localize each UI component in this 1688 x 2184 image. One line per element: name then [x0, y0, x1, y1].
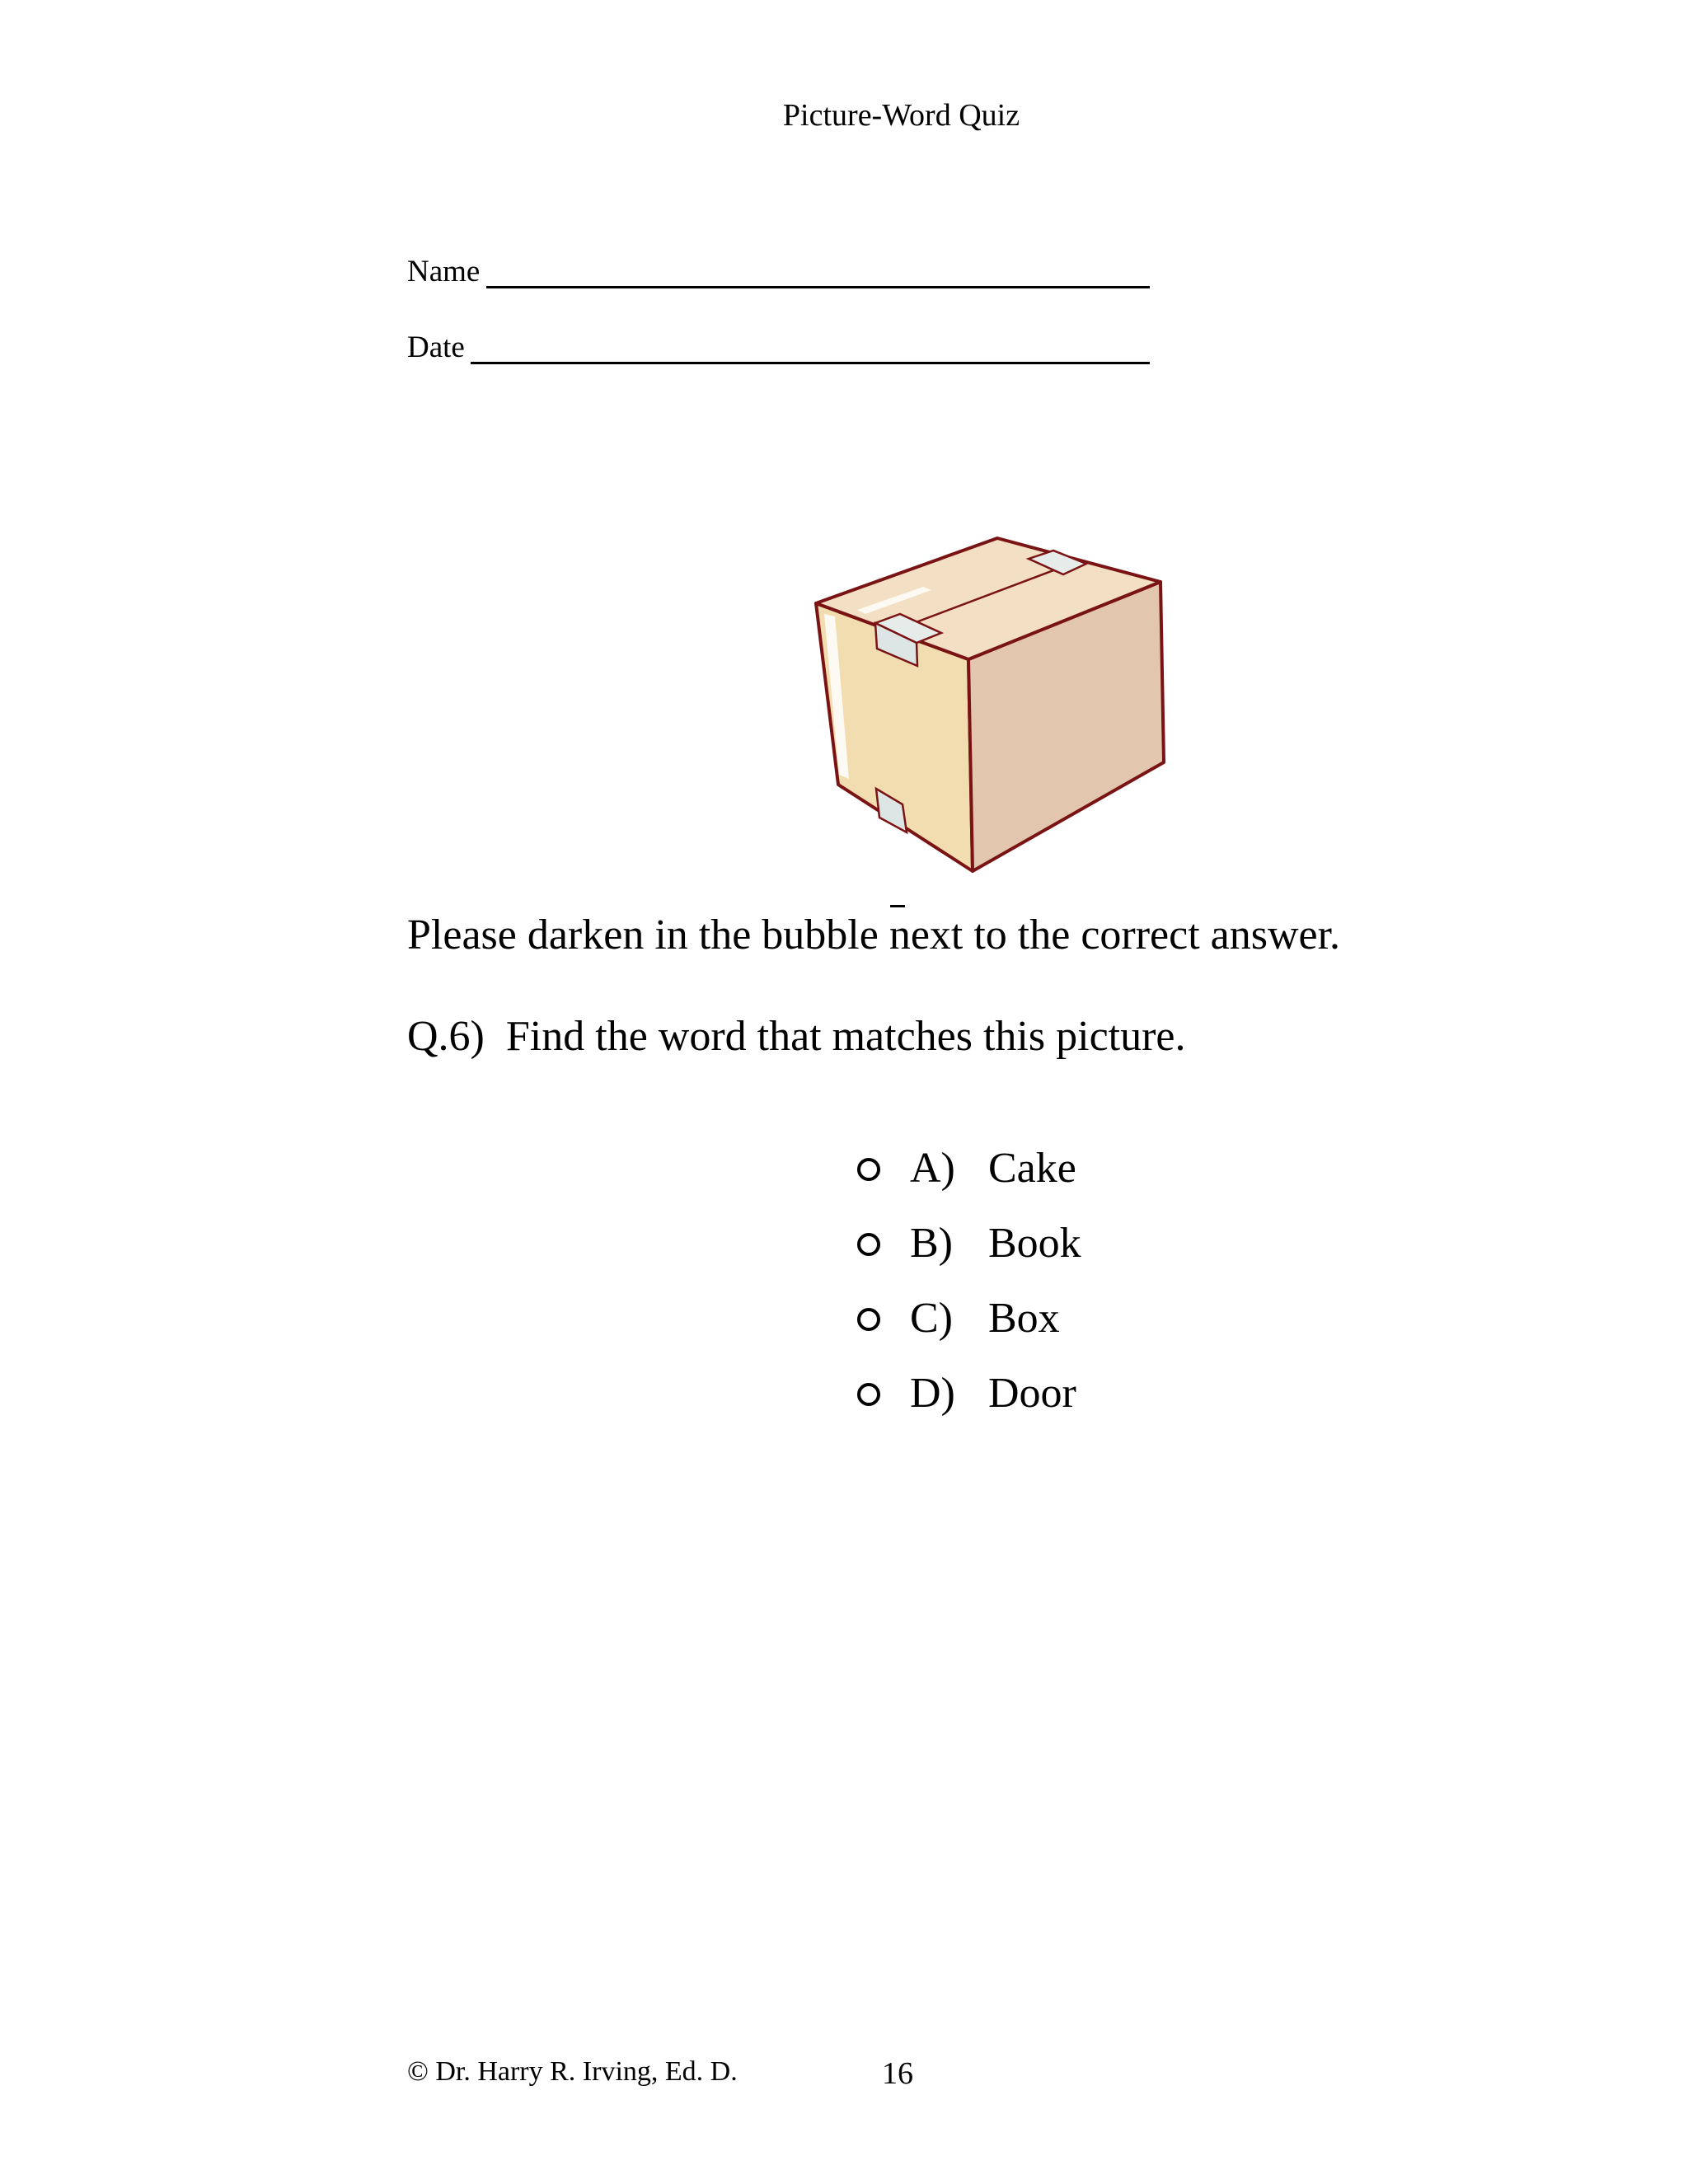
date-field[interactable] [476, 326, 1146, 359]
option-word: Box [988, 1295, 1060, 1342]
bubble-icon[interactable] [857, 1233, 880, 1256]
name-label: Name [407, 255, 481, 288]
option-word: Door [988, 1370, 1076, 1417]
question-number: Q.6) [407, 1013, 485, 1060]
option-letter: A) [910, 1145, 955, 1192]
date-line [471, 362, 1150, 364]
name-field[interactable] [491, 251, 1146, 284]
option-c[interactable] [857, 1281, 1081, 1356]
bubble-icon[interactable] [857, 1308, 880, 1331]
option-letter: C) [910, 1295, 953, 1342]
option-b[interactable] [857, 1206, 1081, 1281]
option-word: Cake [988, 1145, 1076, 1192]
instructions-text: Please darken in the bubble next to the correct answer. [407, 912, 1341, 958]
name-line [486, 286, 1150, 288]
option-word: Book [988, 1220, 1081, 1267]
option-letter: B) [910, 1220, 953, 1267]
bubble-icon[interactable] [857, 1383, 880, 1406]
date-label: Date [407, 330, 465, 364]
answer-options [857, 1131, 1081, 1431]
page-number: 16 [882, 2056, 913, 2091]
option-a[interactable] [857, 1131, 1081, 1206]
option-letter: D) [910, 1370, 955, 1417]
option-d[interactable] [857, 1356, 1081, 1431]
page-title: Picture-Word Quiz [782, 98, 1020, 133]
bubble-icon[interactable] [857, 1158, 880, 1181]
cardboard-box-icon [799, 527, 1170, 882]
dash-mark [890, 905, 905, 907]
question-text: Find the word that matches this picture. [505, 1013, 1186, 1060]
copyright-text: © Dr. Harry R. Irving, Ed. D. [407, 2056, 738, 2087]
question [407, 1012, 1186, 1061]
